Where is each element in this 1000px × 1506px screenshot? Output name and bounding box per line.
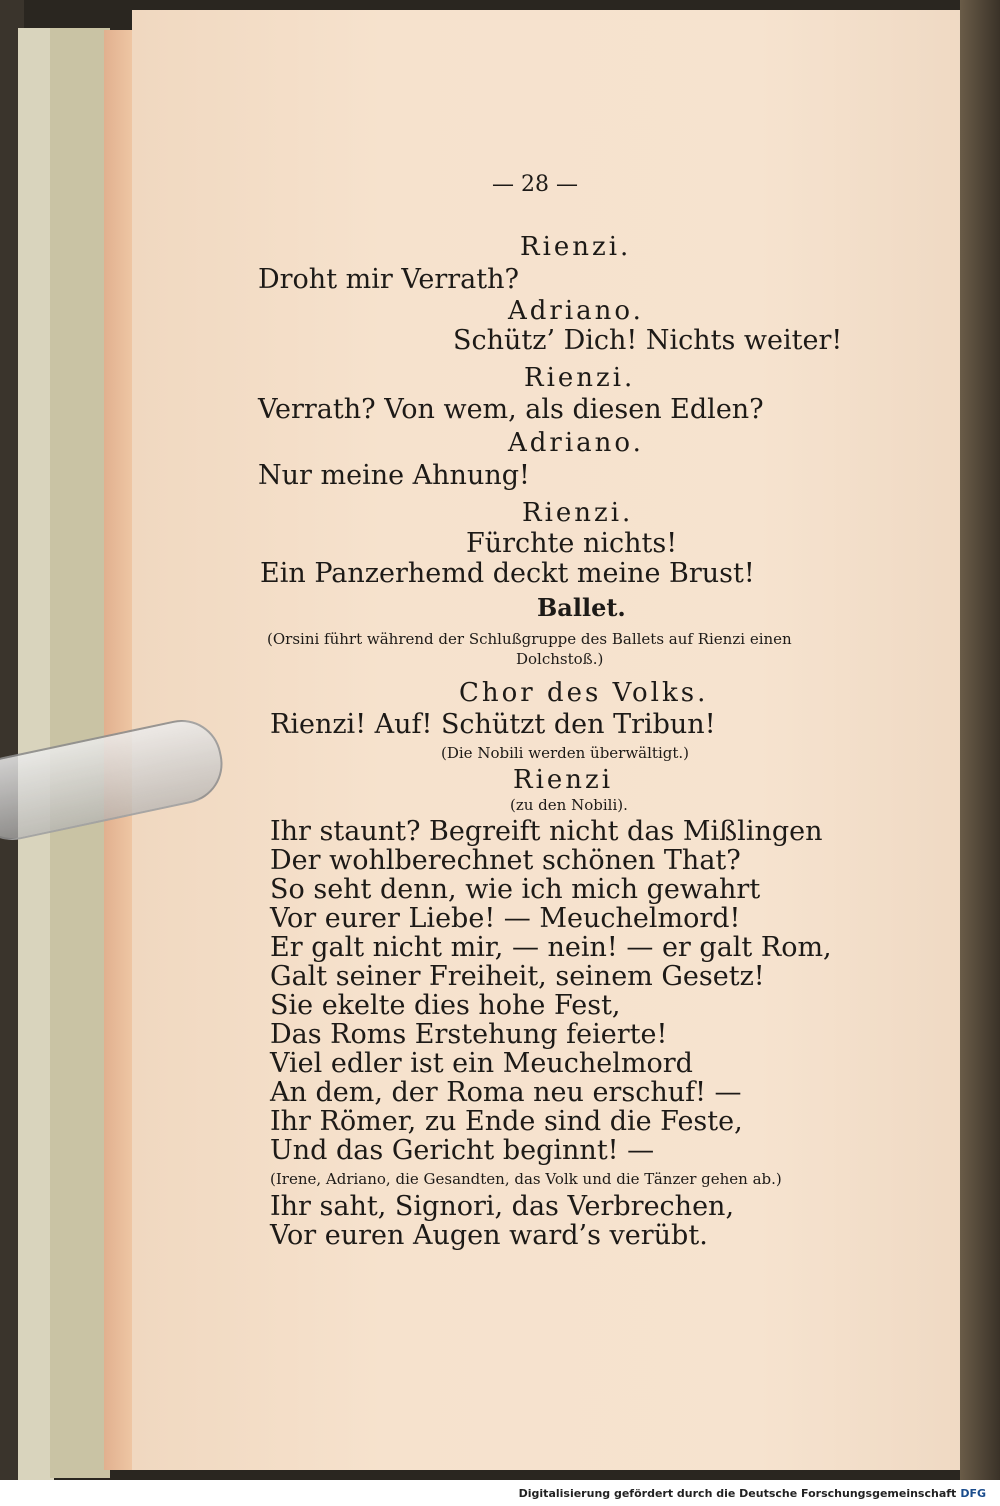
page-number: — 28 —	[492, 172, 578, 197]
verse-line: Der wohlberechnet schönen That?	[270, 845, 741, 876]
speaker-label: Rienzi.	[520, 232, 632, 262]
verse-line: Ihr Römer, zu Ende sind die Feste,	[270, 1106, 743, 1137]
speaker-label: Chor des Volks.	[459, 678, 709, 708]
next-page-edge	[960, 0, 1000, 1506]
verse-line: Er galt nicht mir, — nein! — er galt Rom,	[270, 932, 832, 963]
dfg-logo: DFG	[960, 1486, 986, 1500]
verse-line: Vor euren Augen ward’s verübt.	[270, 1220, 708, 1251]
section-heading: Ballet.	[537, 593, 626, 622]
speaker-label: Rienzi	[513, 765, 614, 795]
verse-line: Vor eurer Liebe! — Meuchelmord!	[270, 903, 741, 934]
verse-line: Droht mir Verrath?	[258, 264, 519, 295]
digitization-footer	[0, 1480, 1000, 1506]
verse-line: So seht denn, wie ich mich gewahrt	[270, 874, 761, 905]
verse-line: Fürchte nichts!	[466, 528, 678, 559]
stage-direction: Dolchstoß.)	[516, 650, 604, 668]
verse-line: Ein Panzerhemd deckt meine Brust!	[260, 558, 755, 589]
verse-line: Nur meine Ahnung!	[258, 460, 530, 491]
verse-line: Schütz’ Dich! Nichts weiter!	[453, 325, 843, 356]
speaker-label: Adriano.	[508, 296, 644, 326]
speaker-label: Rienzi.	[522, 498, 634, 528]
verse-line: Ihr staunt? Begreift nicht das Mißlingen	[270, 816, 823, 847]
verse-line: Ihr saht, Signori, das Verbrechen,	[270, 1191, 735, 1222]
stage-direction: (Die Nobili werden überwältigt.)	[441, 744, 689, 762]
stage-direction: (Irene, Adriano, die Gesandten, das Volk und die Tänzer gehen ab.)	[270, 1170, 782, 1188]
stage-direction: (zu den Nobili).	[510, 796, 628, 814]
book-page	[132, 10, 968, 1470]
verse-line: Verrath? Von wem, als diesen Edlen?	[258, 394, 764, 425]
speaker-label: Rienzi.	[524, 363, 636, 393]
verse-line: Galt seiner Freiheit, seinem Gesetz!	[270, 961, 765, 992]
verse-line: Viel edler ist ein Meuchelmord	[270, 1048, 693, 1079]
verse-line: Sie ekelte dies hohe Fest,	[270, 990, 621, 1021]
verse-line: Rienzi! Auf! Schützt den Tribun!	[270, 709, 716, 740]
verse-line: Das Roms Erstehung feierte!	[270, 1019, 668, 1050]
speaker-label: Adriano.	[508, 428, 644, 458]
verse-line: Und das Gericht beginnt! —	[270, 1135, 655, 1166]
funding-credit: Digitalisierung gefördert durch die Deutsche Forschungsgemeinschaft	[518, 1486, 957, 1500]
verse-line: An dem, der Roma neu erschuf! —	[270, 1077, 742, 1108]
stage-direction: (Orsini führt während der Schlußgruppe des Ballets auf Rienzi einen	[267, 630, 792, 648]
